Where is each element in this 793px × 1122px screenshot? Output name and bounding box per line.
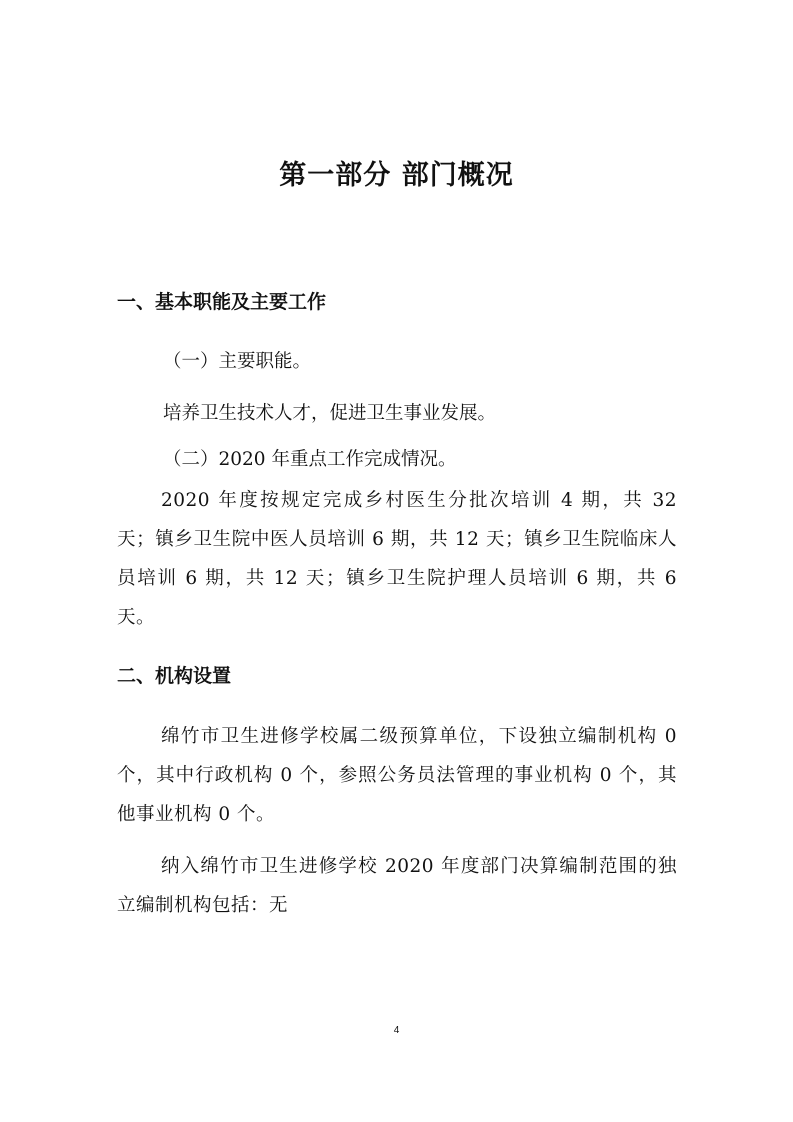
subheading-main-functions: （一）主要职能。 (163, 351, 312, 372)
organization-paragraph: 绵竹市卫生进修学校属二级预算单位，下设独立编制机构 0 个，其中行政机构 0 个，参照公务员法管理的事业机构 0 个，其他事业机构 0 个。 (117, 726, 677, 825)
page-number: 4 (393, 1025, 400, 1036)
budget-scope-paragraph: 纳入绵竹市卫生进修学校 2020 年度部门决算编制范围的独立编制机构包括：无 (117, 856, 677, 916)
section-heading-functions: 一、基本职能及主要工作 (117, 291, 327, 313)
main-functions-text: 培养卫生技术人才，促进卫生事业发展。 (163, 403, 497, 424)
section-heading-organization: 二、机构设置 (117, 665, 232, 687)
key-work-text: 2020 年度按规定完成乡村医生分批次培训 4 期，共 32 天；镇乡卫生院中医人员培训 6 期，共 12 天；镇乡卫生院临床人员培训 6 期，共 12 天；镇乡卫生院护理人员培训 6 期，共 6 天。 (117, 490, 677, 628)
subheading-key-work: （二）2020 年重点工作完成情况。 (163, 449, 457, 470)
page-title: 第一部分 部门概况 (279, 160, 514, 191)
